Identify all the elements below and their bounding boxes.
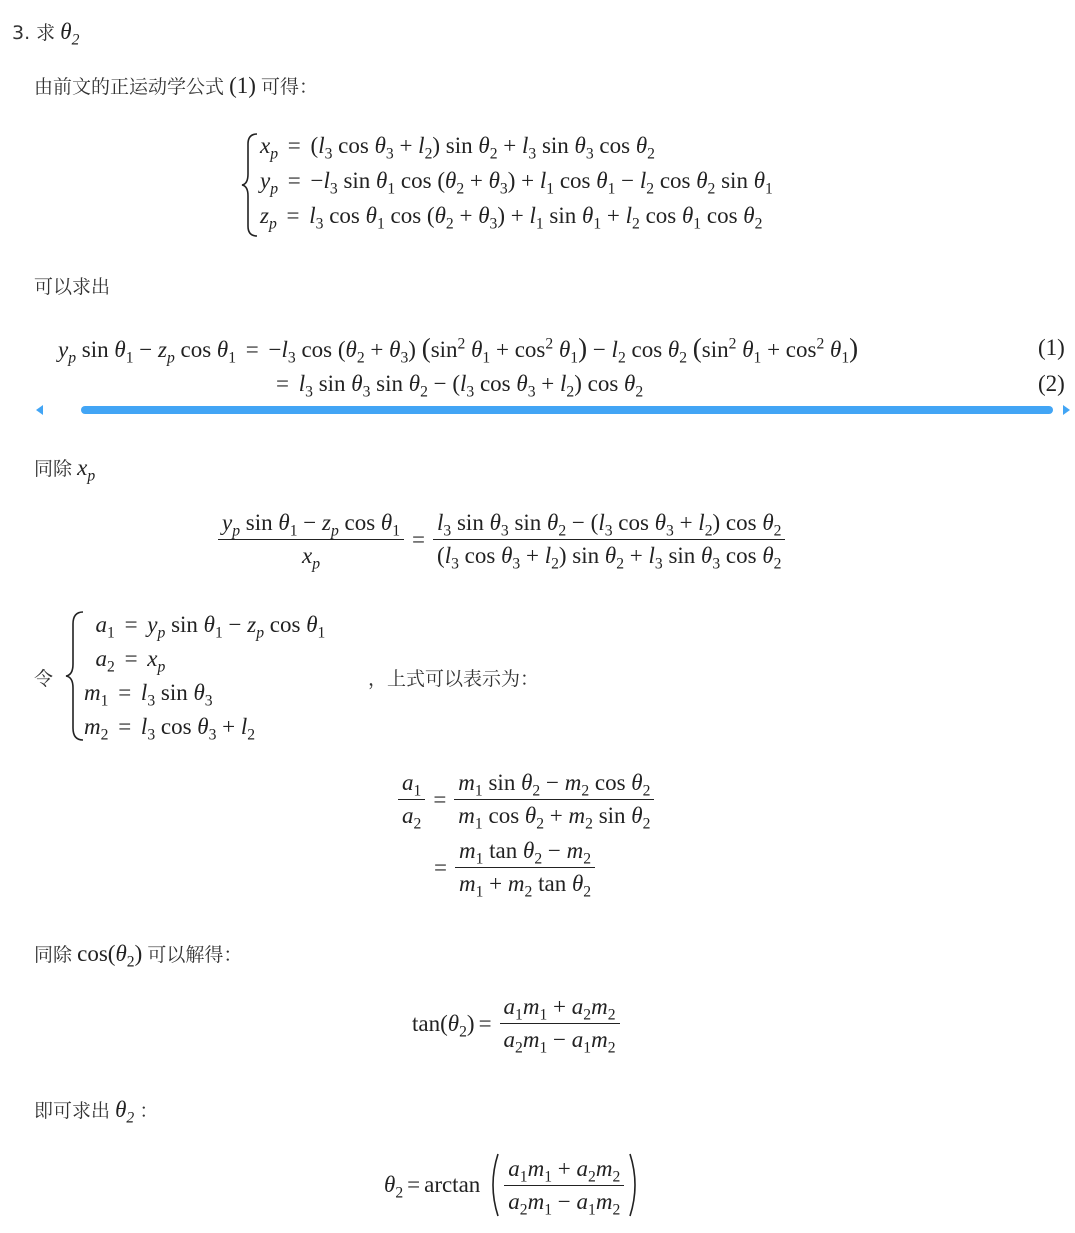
xp-equation: $x_p = (l_3$ $\cos \theta_3 + l_2$) $\sin \theta_2 + l_3$ $\sin \theta_3$ $\cos \theta_2$ <box>260 133 655 163</box>
arctan-fraction: $\frac{a_1m_1 + a_2m_2}{a_2m_1 - a_1m_2}$ <box>504 1156 624 1215</box>
expressed-paragraph: ，上式可以表示为： <box>368 668 540 690</box>
section-heading <box>12 18 80 49</box>
final-paragraph: 即可求出 $\theta_2$ ： <box>34 1097 159 1127</box>
system-rows <box>260 128 773 233</box>
divide-xp-paragraph <box>34 454 96 485</box>
intro-end: 可得： <box>261 76 319 98</box>
equation-label-2: (2) <box>1038 371 1065 396</box>
heading-theta: $\theta_2$ <box>60 19 80 49</box>
horizontal-scrollbar[interactable] <box>36 404 1070 416</box>
tan-fraction: $\frac{a_1m_1 + a_2m_2}{a_2m_1 - a_1m_2}$ <box>500 994 620 1053</box>
scroll-left-arrow-icon[interactable] <box>36 405 43 415</box>
final-theta: $\theta_2$ <box>115 1097 135 1127</box>
divide-cos-expression: $\cos(\theta_2)$ <box>77 941 143 971</box>
intro-ref: (1) <box>229 73 256 98</box>
aligned-equation-row-2: = $l_3$ $\sin \theta_3$ $\sin \theta_2 - (l_3$ $\cos \theta_3 + l_2$) $\cos \theta_2$ <box>276 371 644 401</box>
arctan-equation: $\theta_2$ = arctan $\frac{a_1m_1 + a_2m_2}{a_2m_1 - a_1m_2}$ <box>384 1152 642 1218</box>
ratio-left-fraction: $\frac{y_p \sin \theta_1 - z_p \cos \theta_1}{x_p}$ <box>218 510 404 569</box>
ratio-equation: $\frac{y_p \sin \theta_1 - z_p \cos \theta_1}{x_p}$ = $\frac{l_3 \sin \theta_3 \sin \theta_2 - (l_3 \cos \theta_3 + l_2) \cos \theta_2}{(l_3 \cos \theta_3 + l_2) \sin \theta_2 + l_3 \sin \theta_3 \cos \theta_2}$ <box>214 510 789 569</box>
ratio-right-fraction: $\frac{l_3 \sin \theta_3 \sin \theta_2 - (l_3 \cos \theta_3 + l_2) \cos \theta_2}{(l_3 \cos \theta_3 + l_2) \sin \theta_2 + l_3 \sin \theta_3 \cos \theta_2}$ <box>433 510 785 569</box>
intro-text: 由前文的正运动学公式 <box>34 76 225 98</box>
intro-paragraph <box>34 72 318 99</box>
a1-definition: $a_1 = y_p$ $\sin \theta_1 - z_p$ $\cos \theta_1$ <box>95 612 326 642</box>
a2-definition: $a_2 = x_p$ <box>95 646 166 676</box>
can-solve-paragraph <box>34 272 110 299</box>
aligned-equation-row-1: $y_p$ $\sin \theta_1 - z_p$ $\cos \theta_1 = -l_3$ $\cos (\theta_2 + \theta_3)$ ($\sin^2$ $\theta_1 + \cos^2 \theta_1) - l_2$ $\cos \theta_2$ ($\sin^2$ $\theta_1 + \cos^2 \theta_1$) <box>58 333 859 367</box>
let-left-brace <box>64 610 86 742</box>
left-paren <box>486 1152 500 1218</box>
m-sin-cos-fraction: $\frac{m_1 \sin \theta_2 - m_2 \cos \theta_2}{m_1 \cos \theta_2 + m_2 \sin \theta_2}$ <box>454 770 654 829</box>
m-tan-fraction: $\frac{m_1 \tan \theta_2 - m_2}{m_1 + m_2 \tan \theta_2}$ <box>455 838 595 897</box>
divide-xp-text: 同除 <box>34 458 73 480</box>
left-brace <box>240 132 260 238</box>
scrollbar-thumb[interactable] <box>81 406 1053 414</box>
let-label: 令 <box>34 668 54 690</box>
equation-label-1: (1) <box>1038 335 1065 360</box>
substitution-system <box>84 608 325 744</box>
a-ratio-fraction: $\frac{a_1}{a_2}$ <box>398 770 425 829</box>
right-paren <box>628 1152 642 1218</box>
m2-definition: $m_2 = l_3$ $\cos \theta_3 + l_2$ <box>84 714 256 744</box>
a-ratio-equation-row-1: $\frac{a_1}{a_2}$ = $\frac{m_1 \sin \theta_2 - m_2 \cos \theta_2}{m_1 \cos \theta_2 + m_2 \sin \theta_2}$ <box>394 770 658 829</box>
can-solve-text: 可以求出 <box>34 276 111 298</box>
divide-cos-paragraph: 同除 $\cos(\theta_2)$ 可以解得： <box>34 941 243 971</box>
yp-equation: $y_p = -l_3$ $\sin \theta_1$ $\cos (\theta_2 + \theta_3) + l_1$ $\cos \theta_1 - l_2$ $\cos \theta_2$ $\sin \theta_1$ <box>260 168 773 198</box>
divide-xp-variable: $x_p$ <box>77 455 96 485</box>
m1-definition: $m_1 = l_3$ $\sin \theta_3$ <box>84 680 213 710</box>
a-ratio-equation-row-2: = $\frac{m_1 \tan \theta_2 - m_2}{m_1 + m_2 \tan \theta_2}$ <box>430 838 599 897</box>
scroll-right-arrow-icon[interactable] <box>1063 405 1070 415</box>
tan-theta2-equation: $\tan(\theta_2)$ = $\frac{a_1m_1 + a_2m_2}{a_2m_1 - a_1m_2}$ <box>412 994 624 1053</box>
heading-number: 3. 求 <box>12 22 56 44</box>
zp-equation: $z_p = l_3$ $\cos \theta_1$ $\cos (\theta_2 + \theta_3) + l_1$ $\sin \theta_1 + l_2$ $\cos \theta_1$ $\cos \theta_2$ <box>260 203 763 233</box>
